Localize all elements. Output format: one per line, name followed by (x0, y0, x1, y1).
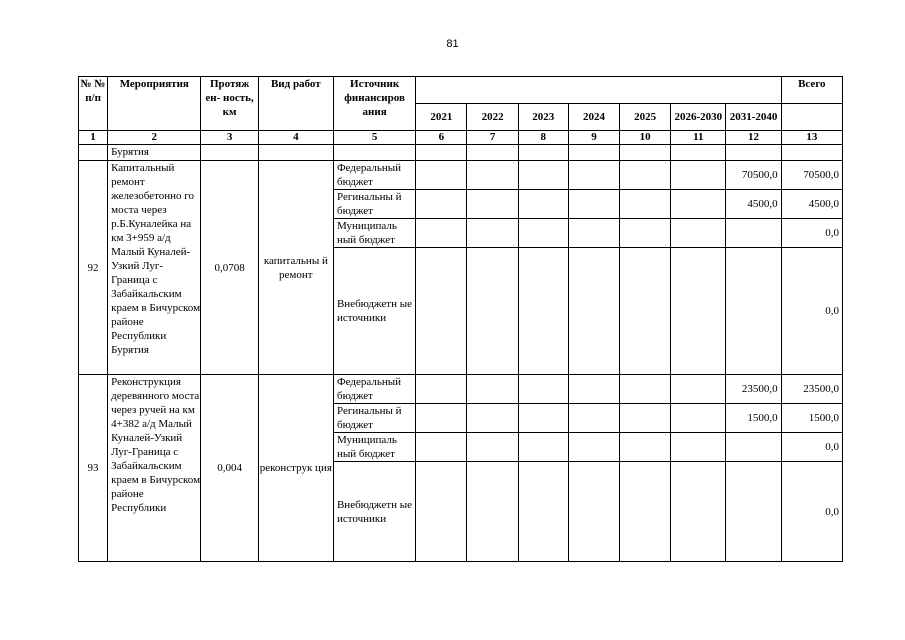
total-value: 23500,0 (781, 375, 842, 404)
funding-source: Федеральный бюджет (333, 161, 415, 190)
column-number: 8 (518, 131, 568, 145)
column-number: 6 (416, 131, 467, 145)
total-value: 0,0 (781, 248, 842, 375)
column-number: 7 (467, 131, 518, 145)
length-cell: 0,0708 (201, 161, 258, 375)
value-2031-2040: 4500,0 (726, 190, 781, 219)
value-2031-2040: 1500,0 (726, 404, 781, 433)
header-total: Всего (781, 77, 842, 104)
total-value: 0,0 (781, 433, 842, 462)
column-number: 10 (620, 131, 671, 145)
funding-source: Внебюджетн ые источники (333, 248, 415, 375)
activity-cell: Капитальный ремонт железобетонно го моста через р.Б.Куналейка на км 3+959 а/д Малый Куналей-Узкий Луг-Граница с Забайкальским краем в Бичурском районе Республики Бурятия (108, 161, 201, 375)
header-year: 2026-2030 (671, 104, 726, 131)
header-years-span (416, 77, 781, 104)
length-cell: 0,004 (201, 375, 258, 562)
header-length: Протяж ен- ность, км (201, 77, 258, 131)
header-num: № № п/п (79, 77, 108, 131)
funding-source: Регинальны й бюджет (333, 190, 415, 219)
work-type-cell: капитальны й ремонт (258, 161, 333, 375)
funding-source: Муниципаль ный бюджет (333, 433, 415, 462)
funding-source: Внебюджетн ые источники (333, 462, 415, 562)
header-year: 2021 (416, 104, 467, 131)
carryover-text: Бурятия (108, 145, 201, 161)
value-2031-2040 (726, 462, 781, 562)
page-number: 81 (446, 38, 459, 50)
row-number: 92 (79, 161, 108, 375)
header-total-empty (781, 104, 842, 131)
funding-source: Муниципаль ный бюджет (333, 219, 415, 248)
activity-cell: Реконструкция деревянного моста через ручей на км 4+382 а/д Малый Куналей-Узкий Луг-Граница с Забайкальским краем в Бичурском районе Республики (108, 375, 201, 562)
header-year: 2031-2040 (726, 104, 781, 131)
total-value: 4500,0 (781, 190, 842, 219)
column-number: 2 (108, 131, 201, 145)
budget-table (78, 76, 843, 562)
column-number: 3 (201, 131, 258, 145)
funding-source: Федеральный бюджет (333, 375, 415, 404)
value-2031-2040 (726, 219, 781, 248)
table-row (79, 375, 843, 404)
header-year: 2022 (467, 104, 518, 131)
column-number: 9 (568, 131, 619, 145)
header-work-type: Вид работ (258, 77, 333, 131)
header-year: 2024 (568, 104, 619, 131)
table-row (79, 161, 843, 190)
header-activity: Мероприятия (108, 77, 201, 131)
work-type-cell: реконструк ция (258, 375, 333, 562)
column-number: 1 (79, 131, 108, 145)
header-source: Источник финансиров ания (333, 77, 415, 131)
column-number: 12 (726, 131, 781, 145)
column-number: 11 (671, 131, 726, 145)
value-2031-2040: 70500,0 (726, 161, 781, 190)
column-number: 4 (258, 131, 333, 145)
funding-source: Регинальны й бюджет (333, 404, 415, 433)
value-2031-2040 (726, 248, 781, 375)
header-year: 2025 (620, 104, 671, 131)
total-value: 1500,0 (781, 404, 842, 433)
total-value: 70500,0 (781, 161, 842, 190)
value-2031-2040: 23500,0 (726, 375, 781, 404)
header-year: 2023 (518, 104, 568, 131)
column-number: 13 (781, 131, 842, 145)
row-number: 93 (79, 375, 108, 562)
value-2031-2040 (726, 433, 781, 462)
total-value: 0,0 (781, 462, 842, 562)
total-value: 0,0 (781, 219, 842, 248)
column-number: 5 (333, 131, 415, 145)
